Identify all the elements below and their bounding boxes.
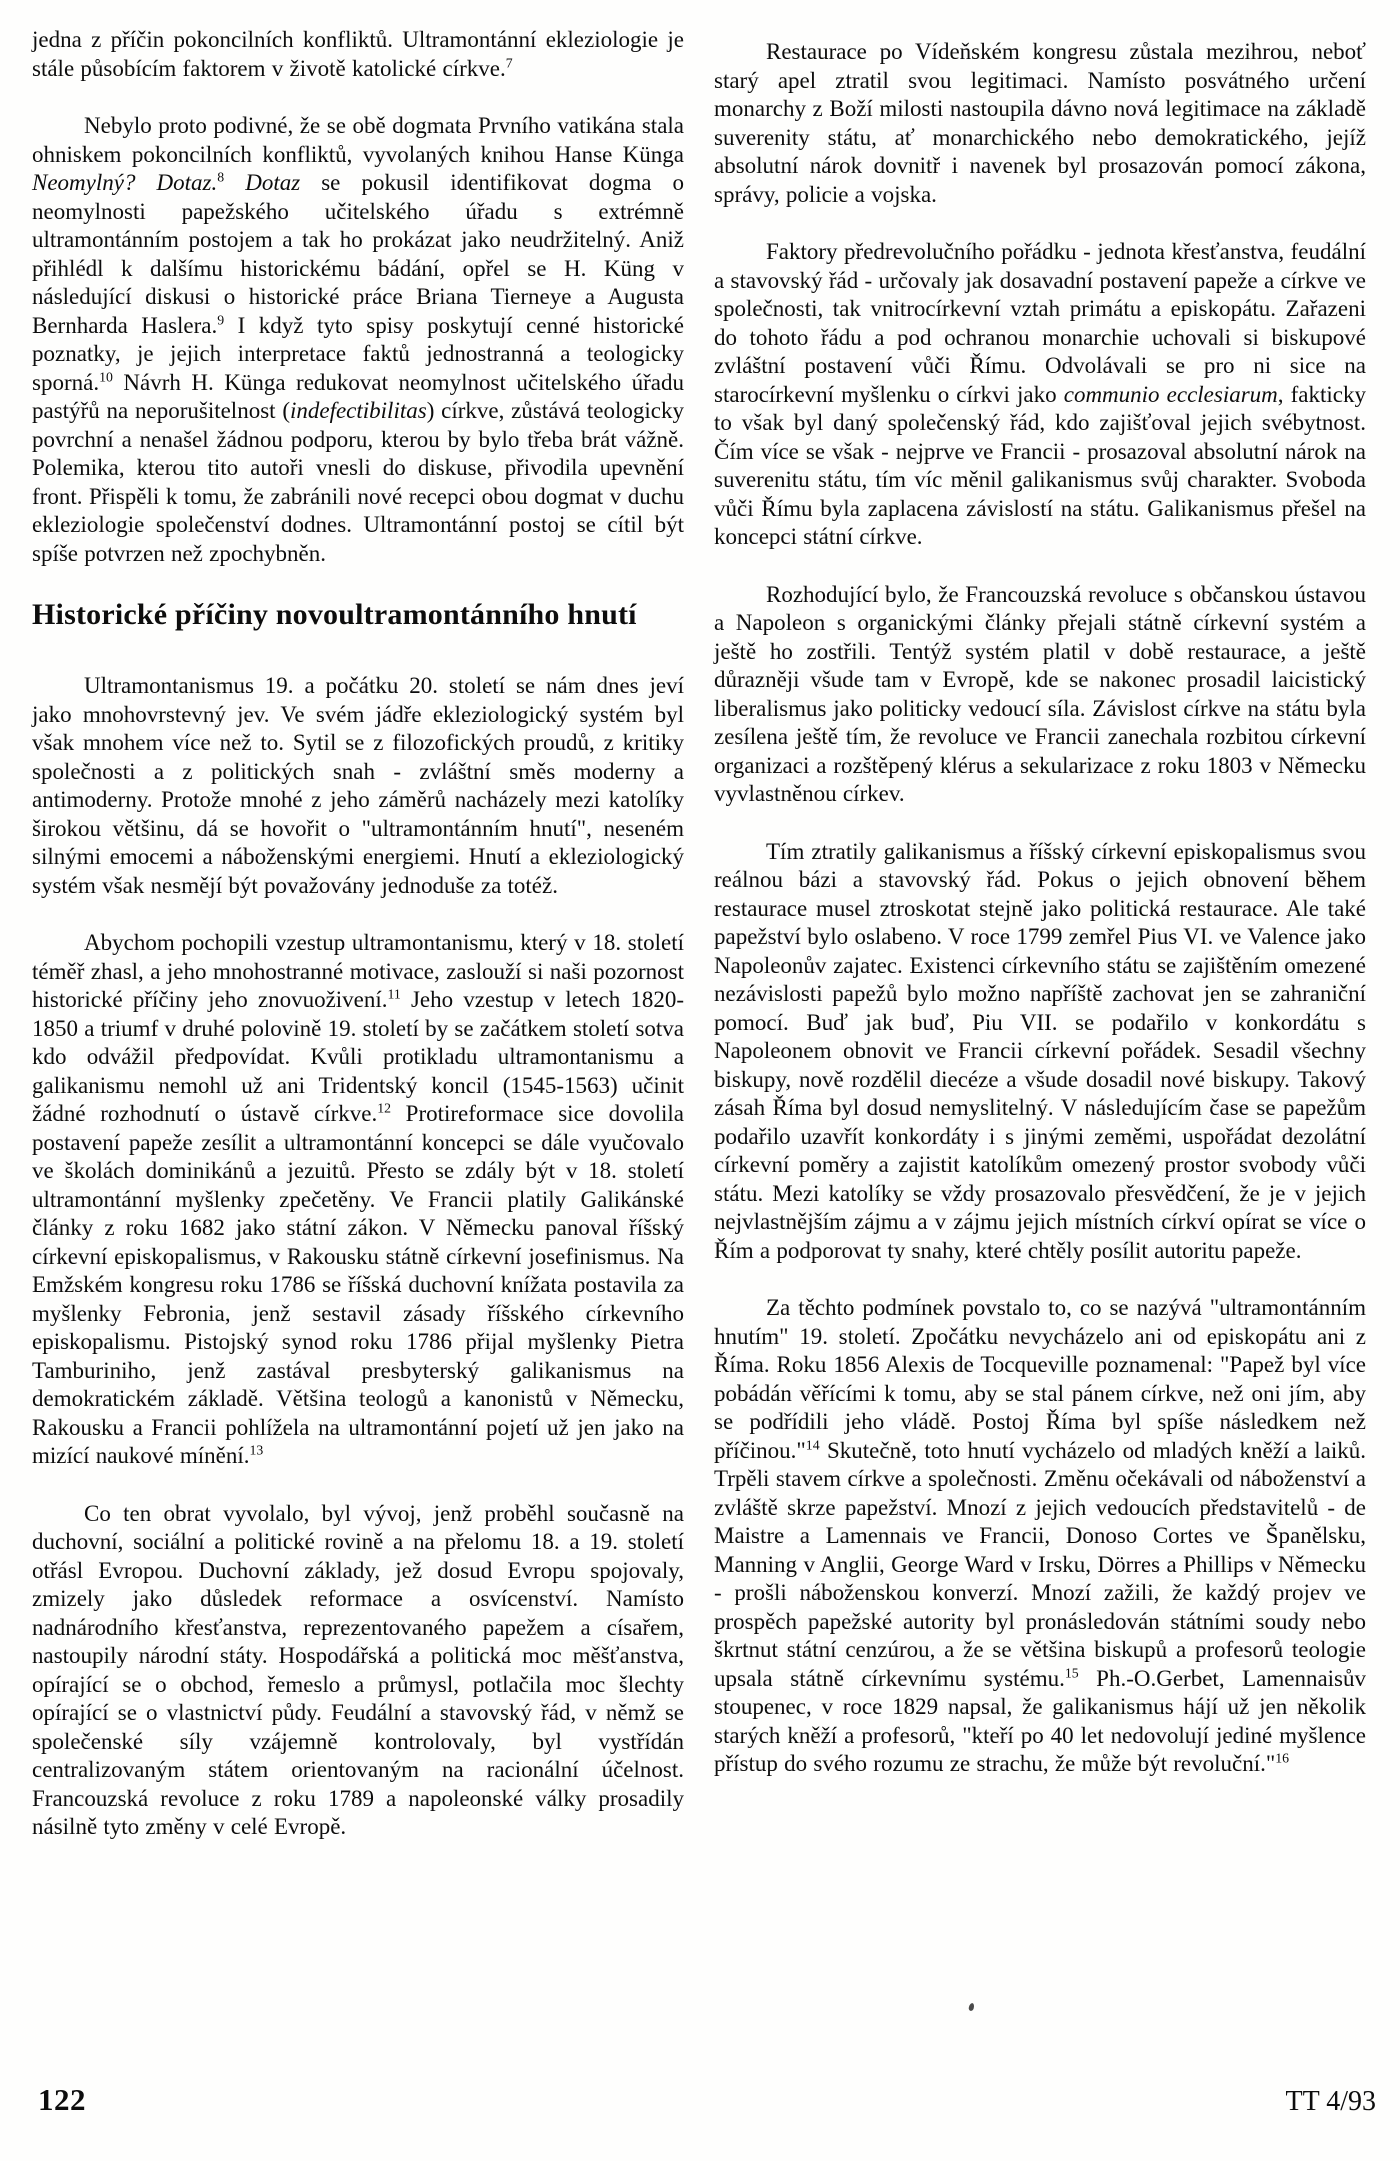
journal-issue: TT 4/93 <box>1285 2086 1376 2117</box>
scan-speck <box>968 2002 975 2011</box>
right-column <box>714 26 1366 1842</box>
paragraph: jedna z příčin pokoncilních konfliktů. Ultramontánní ekleziologie je stále působícím faktorem v životě katolické církve.$^7$ <box>32 27 684 81</box>
paragraph: Tím ztratily galikanismus a říšský církevní episkopalismus svou reálnou bázi a stavovský řád. Pokus o jejich obnovení během restaurace musel ztroskotat stejně jako politická restaurace. Ale také papežství bylo oslabeno. V roce 1799 zemřel Pius VI. ve Valence jako Napoleonův zajatec. Existenci církevního státu se zajištěním omezené nezávislosti papežů bylo možno napříště zachovat jen se zahraniční pomocí. Buď jak buď, Piu VII. se podařilo v konkordátu s Napoleonem obnovit ve Francii církevní pořádek. Sesadil všechny biskupy, nově rozdělil diecéze a všude dosadil nové biskupy. Takový zásah Říma byl dosud nemyslitelný. V následujícím čase se papežům podařilo uzavřít konkordáty i s jinými zeměmi, uspořádat dezolátní církevní poměry a zajistit katolíkům omezený prostor svobody vůči státu. Mezi katolíky se vždy prosazovalo přesvědčení, že je v jejich nejvlastnějším zájmu a v zájmu jejich místních církví opírat se více o Řím a podporovat ty snahy, které chtěly posílit autoritu papeže. <box>714 838 1366 1263</box>
paragraph: Ultramontanismus 19. a počátku 20. století se nám dnes jeví jako mnohovrstevný jev. Ve svém jádře ekleziologický systém byl však mnohem více než to. Sytil se z filozofických proudů, z kritiky společnosti a z politických snah - zvláštní směs moderny a antimoderny. Protože mnohé z jeho záměrů nacházely mezi katolíky širokou většinu, dá se hovořit o "ultramontánním hnutí", neseném silnými emocemi a náboženskými energiemi. Hnutí a ekleziologický systém však nesmějí být považovány jednoduše za totéž. <box>32 673 684 898</box>
section-heading: Historické příčiny novoultramontánního hnutí <box>32 598 637 631</box>
page-footer <box>38 2082 1376 2118</box>
paragraph: Faktory předrevolučního pořádku - jednota křesťanstva, feudální a stavovský řád - určovaly jak dosavadní postavení papeže a církve ve společnosti, tak vnitrocírkevní vztah primátu a episkopátu. Zařazeni do tohoto řádu a pod ochranou monarchie uchovali si biskupové zvláštní postavení vůči Římu. Odvolávali se pro ni sice na starocírkevní myšlenku o církvi jako communio ecclesiarum, fakticky to však byl daný společenský řád, kdo zajišťoval jejich svébytnost. Čím více se však - nejprve ve Francii - prosazoval absolutní nárok na suverenitu státu, tím víc měnil galikanismus svůj charakter. Svoboda vůči Římu byla zaplacena závislostí na státu. Galikanismus přešel na koncepci státní církve. <box>714 239 1366 549</box>
left-column <box>32 26 684 1842</box>
paragraph: Rozhodující bylo, že Francouzská revoluce s občanskou ústavou a Napoleon s organickými články přejali státně církevní systém a ještě ho zostřili. Tentýž systém platil v době restaurace, a ještě důrazněji všude tam v Evropě, kde se nakonec prosadil laicistický liberalismus jako politicky vedoucí síla. Závislost církve na státu byla zesílena ještě tím, že revoluce ve Francii zanechala rozbitou církevní organizaci a rozštěpený klérus a sekularizace z roku 1803 v Německu vyvlastněnou církev. <box>714 581 1366 806</box>
paragraph: Za těchto podmínek povstalo to, co se nazývá "ultramontánním hnutím" 19. století. Zpočátku nevycházelo ani od episkopátu ani z Říma. Roku 1856 Alexis de Tocqueville poznamenal: "Papež byl více pobádán věřícími k tomu, aby se stal pánem církve, než oni jím, aby se podřídili jeho vládě. Postoj Říma byl spíše následkem než příčinou."$^{14}$ Skutečně, toto hnutí vycházelo od mladých kněží a laiků. Trpěli stavem církve a společnosti. Změnu očekávali od náboženství a zvláště skrze papežství. Mnozí z jejich vedoucích představitelů - de Maistre a Lamennais ve Francii, Donoso Cortes ve Španělsku, Manning v Anglii, George Ward v Irsku, Dörres a Phillips v Německu - prošli náboženskou konverzí. Mnozí zažili, že každý projev ve prospěch papežské autority byl pronásledován státními soudy nebo škrtnut státní cenzúrou, a že se většina biskupů a profesorů teologie upsala státně církevnímu systému.$^{15}$ Ph.-O.Gerbet, Lamennaisův stoupenec, v roce 1829 napsal, že galikanismus hájí už jen několik starých kněží a profesorů, "kteří po 40 let nedovolují jediné myšlence přístup do svého rozumu ze strachu, že může být revoluční."$^{16}$ <box>714 1295 1366 1776</box>
paragraph: Restaurace po Vídeňském kongresu zůstala mezihrou, neboť starý apel ztratil svou legitimaci. Namísto posvátného určení monarchy z Boží milosti nastoupila dávno nová legitimace na základě suverenity státu, ať monarchického nebo demokratického, jejíž absolutní nárok dovnitř i navenek byl prosazován pomocí zákona, správy, policie a vojska. <box>714 39 1366 207</box>
page-number: 122 <box>38 2082 86 2117</box>
paragraph: Nebylo proto podivné, že se obě dogmata Prvního vatikána stala ohniskem pokoncilních konfliktů, vyvolaných knihou Hanse Künga Neomylný? Dotaz.$^8$ Dotaz se pokusil identifikovat dogma o neomylnosti papežského učitelského úřadu s extrémně ultramontánním postojem a tak ho prokázat jako neudržitelný. Aniž přihlédl k dalšímu historickému bádání, opřel se H. Küng v následující diskusi o historické práce Briana Tierneye a Augusta Bernharda Haslera.$^9$ I když tyto spisy poskytují cenné historické poznatky, je jejich interpretace faktů jednostranná a teologicky sporná.$^{10}$ Návrh H. Künga redukovat neomylnost učitelského úřadu pastýřů na neporušitelnost (indefectibilitas) církve, zůstává teologicky povrchní a nenašel žádnou podporu, kterou by bylo třeba brát vážně. Polemika, kterou tito autoři vnesli do diskuse, přivodila upevnění front. Přispěli k tomu, že zabránili nové recepci obou dogmat v duchu ekleziologie společenství dodnes. Ultramontánní postoj se cítil být spíše potvrzen než zpochybněn. <box>32 113 685 566</box>
paragraph: Co ten obrat vyvolalo, byl vývoj, jenž proběhl současně na duchovní, sociální a politické rovině a na přelomu 18. a 19. století otřásl Evropou. Duchovní základy, jež dosud Evropu spojovaly, zmizely jako důsledek reformace a osvícenství. Namísto nadnárodního křesťanstva, reprezentovaného papežem a císařem, nastoupily národní státy. Hospodářská a politická moc měšťanstva, opírající se o obchod, řemeslo a průmysl, potlačila moc šlechty opírající se o vlastnictví půdy. Feudální a stavovský řád, v němž se společenské síly vzájemně kontrolovaly, byl vystřídán centralizovaným státem orientovaným na racionální účelnost. Francouzská revoluce z roku 1789 a napoleonské války prosadily násilně tyto změny v celé Evropě. <box>32 1500 684 1839</box>
paragraph: Abychom pochopili vzestup ultramontanismu, který v 18. století téměř zhasl, a jeho mnohostranné motivace, zaslouží si naši pozornost historické příčiny jeho znovuoživení.$^{11}$ Jeho vzestup v letech 1820-1850 a triumf v druhé polovině 19. století by se začátkem století sotva kdo odvážil předpovídat. Kvůli protikladu ultramontanismu a galikanismu nemohl už ani Tridentský koncil (1545-1563) učinit žádné rozhodnutí o ústavě církve.$^{12}$ Protireformace sice dovolila postavení papeže zesílit a ultramontánní koncepci se dále vyučovalo ve školách dominikánů a jezuitů. Přesto se zdály být v 18. století ultramontánní myšlenky zpečetěny. Ve Francii platily Galikánské články z roku 1682 jako státní zákon. V Německu panoval říšský církevní episkopalismus, v Rakousku státně církevní josefinismus. Na Emžském kongresu roku 1786 se říšská duchovní knížata postavila za myšlenky Febronia, jenž sestavil zásady říšského církevního episkopalismu. Pistojský synod roku 1786 přijal myšlenky Pietra Tamburiniho, jenž zastával presbyterský galikanismus na demokratickém základě. Většina teologů a kanonistů v Německu, Rakousku a Francii pohlížela na ultramontánní pojetí už jen jako na mizící naukové mínění.$^{13}$ <box>32 930 684 1468</box>
